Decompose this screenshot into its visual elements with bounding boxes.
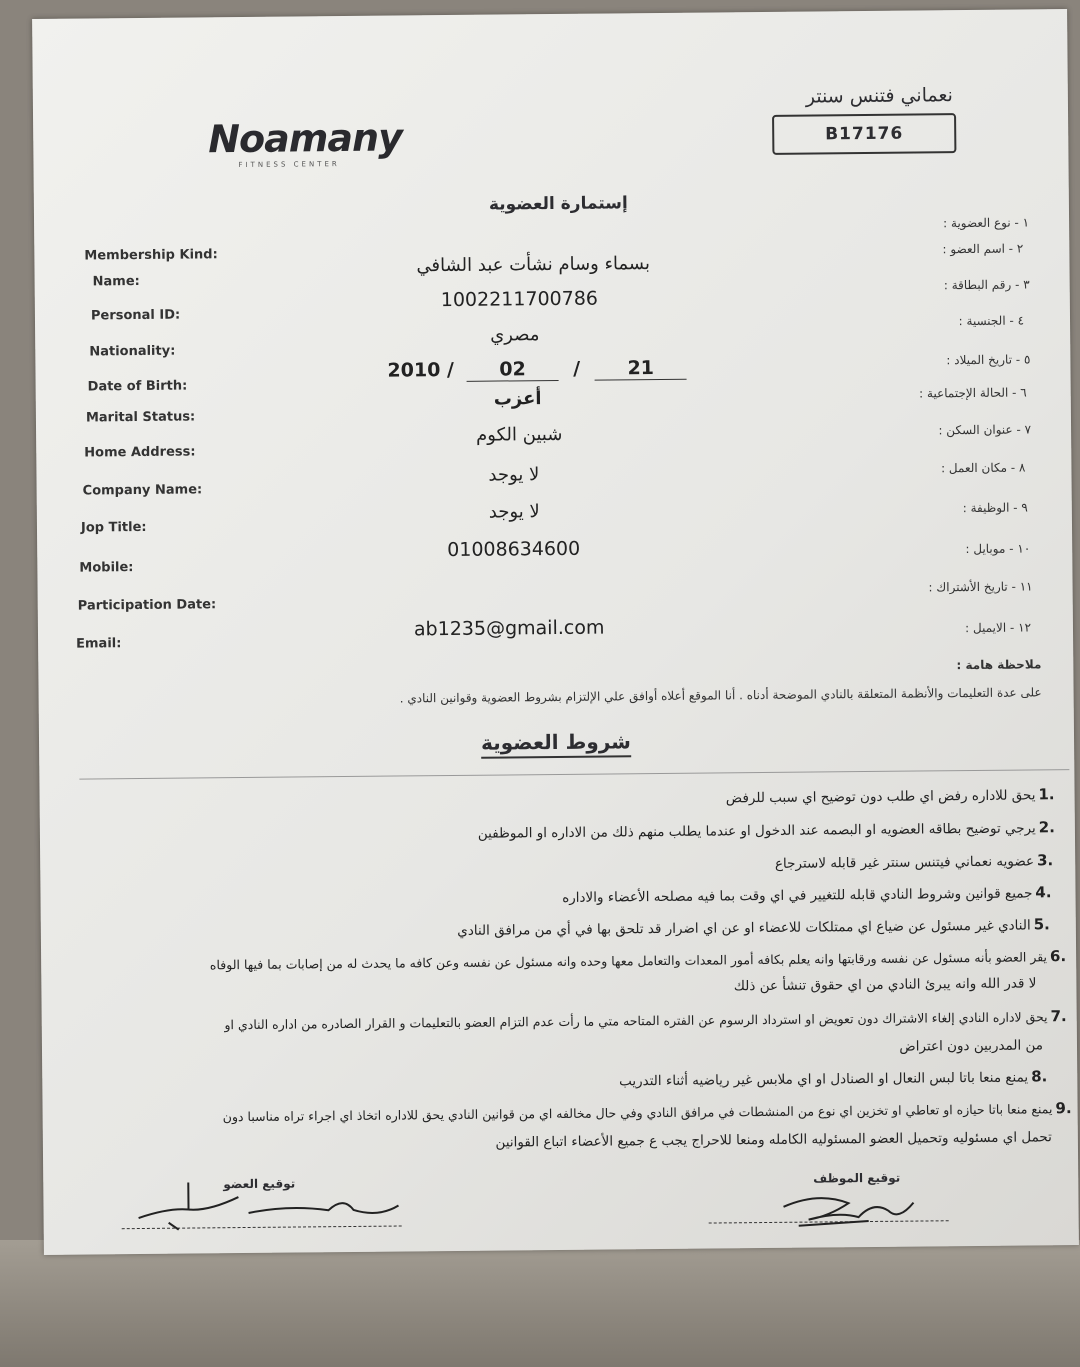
term-5 bbox=[457, 915, 1050, 939]
ar-label-email: ١٢ - الايميل : bbox=[965, 620, 1032, 636]
notes-text: على عدة التعليمات والأنظمة المتعلقة بالنادي الموضحة أدناه . أنا الموقع أعلاه أوافق علي الإلتزام بشروط العضوية وقوانين النادي . bbox=[399, 685, 1042, 706]
term-7-continued: من المدربين دون اعتراض bbox=[899, 1037, 1044, 1055]
term-number: 3. bbox=[1036, 851, 1054, 870]
term-text: يرجي توضيح بطاقه العضويه او البصمه عند الدخول او عندما يطلب منهم ذلك من الاداره او الموظفين bbox=[477, 820, 1036, 842]
label-email: Email: bbox=[76, 636, 122, 652]
label-job-title: Jop Title: bbox=[80, 519, 147, 536]
table-surface bbox=[0, 1240, 1080, 1367]
club-logo bbox=[208, 115, 402, 169]
label-participation-date: Participation Date: bbox=[77, 597, 217, 614]
label-mobile: Mobile: bbox=[79, 560, 134, 576]
term-number: 6. bbox=[1049, 947, 1067, 966]
club-name: نعماني فتنس سنتر bbox=[805, 84, 953, 108]
term-text: جميع قوانين وشروط النادي قابله للتغيير في اي وقت بما فيه مصلحه الأعضاء والاداره bbox=[562, 885, 1033, 906]
ar-label-personal-id: ٣ - رقم البطاقة : bbox=[943, 277, 1030, 293]
dob-day: 21 bbox=[595, 357, 687, 381]
term-3 bbox=[775, 851, 1053, 872]
label-home-address: Home Address: bbox=[84, 444, 196, 461]
value-nationality: مصري bbox=[490, 324, 540, 346]
label-marital-status: Marital Status: bbox=[85, 409, 196, 426]
value-marital-status: أعزب bbox=[493, 388, 542, 410]
dob-year: 2010 bbox=[387, 359, 441, 382]
ar-label-marital-status: ٦ - الحالة الإجتماعية : bbox=[919, 385, 1027, 401]
value-home-address: شبين الكوم bbox=[476, 423, 563, 446]
value-job-title: لا يوجد bbox=[488, 501, 540, 523]
ar-label-home-address: ٧ - عنوان السكن : bbox=[938, 422, 1032, 438]
term-number: 8. bbox=[1031, 1067, 1048, 1086]
term-number: 4. bbox=[1035, 883, 1052, 902]
ar-label-date-of-birth: ٥ - تاريخ الميلاد : bbox=[946, 352, 1031, 368]
term-9 bbox=[223, 1099, 1072, 1125]
label-membership-kind: Membership Kind: bbox=[84, 247, 218, 264]
divider bbox=[79, 769, 1069, 780]
term-8 bbox=[619, 1067, 1047, 1089]
term-1 bbox=[726, 785, 1055, 806]
value-personal-id: 1002211700786 bbox=[440, 287, 599, 312]
term-7 bbox=[224, 1007, 1066, 1033]
label-nationality: Nationality: bbox=[89, 343, 176, 360]
dob-separator-1: / bbox=[446, 358, 455, 382]
term-4 bbox=[562, 883, 1052, 906]
notes-heading: ملاحظة هامة : bbox=[956, 657, 1042, 673]
membership-form-page bbox=[32, 9, 1079, 1255]
ar-label-membership-kind: ١ - نوع العضوية : bbox=[943, 215, 1030, 231]
term-9-continued: تحمل اي مسئوليه وتحميل العضو المسئوليه الكامله ومنعا للاحراج يجب ع جميع الأعضاء اتباع القوانين bbox=[495, 1129, 1052, 1151]
terms-title: شروط العضوية bbox=[481, 729, 631, 758]
ar-label-name: ٢ - اسم العضو : bbox=[942, 241, 1024, 257]
ar-label-mobile: ١٠ - موبايل : bbox=[965, 541, 1031, 557]
label-date-of-birth: Date of Birth: bbox=[87, 378, 188, 395]
member-signature bbox=[128, 1165, 429, 1248]
value-mobile: 01008634600 bbox=[447, 537, 581, 562]
term-number: 9. bbox=[1055, 1099, 1072, 1118]
ar-label-nationality: ٤ - الجنسية : bbox=[958, 313, 1025, 329]
employee-signature bbox=[778, 1180, 929, 1241]
value-name: بسماء وسام نشأت عبد الشافي bbox=[416, 253, 651, 277]
member-signature-label: توقيع العضو bbox=[223, 1176, 296, 1192]
term-text: يقر العضو بأنه مسئول عن نفسه ورقابتها وانه يعلم بكافه أمور المعدات والتعامل معها وحده وانه مسئول عن نفسه وعن كافه ما يحدث له من إصابات بما فيها الوفاه bbox=[209, 949, 1048, 973]
logo-subtitle: FITNESS CENTER bbox=[238, 160, 340, 170]
value-email: ab1235@gmail.com bbox=[413, 616, 605, 641]
value-date-of-birth bbox=[387, 357, 687, 383]
label-name: Name: bbox=[92, 273, 140, 290]
term-2 bbox=[478, 818, 1055, 842]
term-text: يمنع منعا باتا لبس النعال او الصنادل او اي ملابس غير رياضيه أثناء التدريب bbox=[619, 1069, 1029, 1090]
logo-wordmark: Noamany bbox=[208, 115, 403, 162]
term-number: 1. bbox=[1038, 785, 1055, 804]
term-text: النادي غير مسئول عن ضياع اي ممتلكات للاعضاء او عن اي اضرار قد تلحق بها في أي من مرافق النادي bbox=[457, 917, 1031, 939]
ar-label-participation-date: ١١ - تاريخ الأشتراك : bbox=[928, 579, 1033, 595]
value-company-name: لا يوجد bbox=[488, 464, 540, 486]
term-text: يحق للاداره رفض اي طلب دون توضيح اي سبب للرفض bbox=[725, 787, 1036, 807]
dob-separator-2: / bbox=[573, 357, 581, 380]
term-number: 2. bbox=[1038, 818, 1055, 837]
term-text: يحق لاداره النادي إلغاء الاشتراك دون تعويض او استرداد الرسوم عن الفتره المتاحه متي ما رأت عدم التزام العضو بالتعليمات و القرار الصادره من اداره النادي او bbox=[224, 1009, 1048, 1033]
term-number: 5. bbox=[1033, 915, 1050, 934]
label-company-name: Company Name: bbox=[82, 482, 203, 499]
ar-label-company-name: ٨ - مكان العمل : bbox=[940, 460, 1026, 476]
employee-signature-label: توقيع الموظف bbox=[813, 1170, 901, 1186]
term-text: عضويه نعماني فيتنس سنتر غير قابله لاسترجاع bbox=[774, 853, 1035, 872]
term-6-continued: لا قدر الله وانه يبرئ النادي من اي حقوق تنشأ عن ذلك bbox=[733, 975, 1037, 995]
term-6 bbox=[210, 947, 1066, 973]
term-text: يمنع منعا باتا حيازه او تعاطي او تخزين اي نوع من المنشطات في مرافق النادي وفي حال مخالفه اي من قوانين النادي يحق للاداره اتخاذ اي اجراء تراه مناسبا دون bbox=[222, 1101, 1053, 1125]
form-title: إستمارة العضوية bbox=[488, 193, 628, 215]
ar-label-job-title: ٩ - الوظيفة : bbox=[962, 500, 1028, 516]
term-number: 7. bbox=[1050, 1007, 1067, 1026]
dob-month: 02 bbox=[466, 358, 558, 382]
label-personal-id: Personal ID: bbox=[90, 307, 181, 324]
member-code: B17176 bbox=[772, 113, 956, 155]
